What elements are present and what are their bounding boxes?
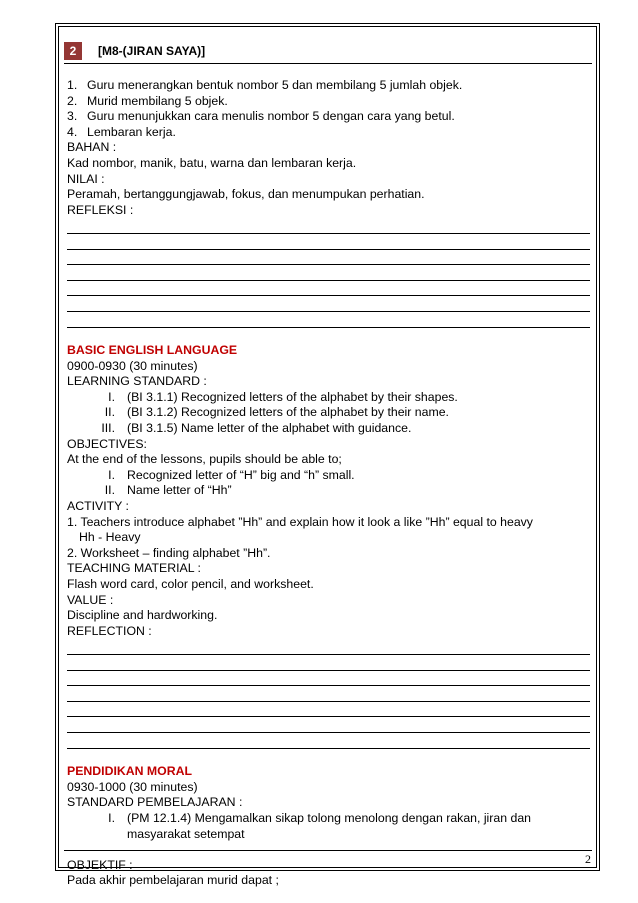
nilai-label: NILAI : <box>67 171 105 186</box>
document-body <box>67 78 591 889</box>
moral-time: 0930-1000 (30 minutes) <box>67 779 198 794</box>
standard-item: I. (BI 3.1.1) Recognized letters of the alphabet by their shapes. <box>108 389 458 404</box>
objective-item: I. Recognized letter of “H” big and “h” small. <box>108 467 355 482</box>
standard-item: III. (BI 3.1.5) Name letter of the alphabet with guidance. <box>101 421 412 436</box>
reflection-line <box>67 234 590 250</box>
value-text: Discipline and hardworking. <box>67 608 218 623</box>
reflection-label: REFLECTION : <box>67 623 152 638</box>
reflection-line <box>67 671 590 687</box>
nilai-text: Peramah, bertanggungjawab, fokus, dan menumpukan perhatian. <box>67 187 425 202</box>
step-item: 3. Guru menunjukkan cara menulis nombor 5 dengan cara yang betul. <box>67 109 455 124</box>
objectives-intro: At the end of the lessons, pupils should be able to; <box>67 452 342 467</box>
bahan-text: Kad nombor, manik, batu, warna dan lembaran kerja. <box>67 155 357 170</box>
teaching-material-text: Flash word card, color pencil, and worksheet. <box>67 577 314 591</box>
step-item: 2. Murid membilang 5 objek. <box>67 93 228 108</box>
reflection-line <box>67 250 590 266</box>
activity-item: 2. Worksheet – finding alphabet ”Hh”. <box>67 545 271 560</box>
objektif-intro: Pada akhir pembelajaran murid dapat ; <box>67 873 279 888</box>
activity-item-continued: Hh - Heavy <box>79 530 141 545</box>
reflection-line <box>67 639 590 655</box>
standard-item: II. (BI 3.1.2) Recognized letters of the alphabet by their name. <box>104 405 449 420</box>
reflection-line <box>67 312 590 328</box>
learning-standard-label: LEARNING STANDARD : <box>67 374 207 389</box>
reflection-line <box>67 218 590 234</box>
footer-divider <box>64 850 592 851</box>
reflection-line <box>67 686 590 702</box>
page-header <box>64 41 205 61</box>
standard-pembelajaran-label: STANDARD PEMBELAJARAN : <box>67 795 243 810</box>
standard-item-continued: masyarakat setempat <box>127 826 245 841</box>
activity-label: ACTIVITY : <box>67 499 129 514</box>
standard-item: I. (PM 12.1.4) Mengamalkan sikap tolong menolong dengan rakan, jiran dan <box>108 810 531 825</box>
step-item: 1. Guru menerangkan bentuk nombor 5 dan membilang 5 jumlah objek. <box>67 78 463 92</box>
reflection-line <box>67 717 590 733</box>
reflection-line <box>67 733 590 749</box>
header-title: [M8-(JIRAN SAYA)] <box>98 44 206 58</box>
refleksi-label: REFLEKSI : <box>67 202 134 217</box>
english-section-title: BASIC ENGLISH LANGUAGE <box>67 343 238 358</box>
page-badge: 2 <box>64 42 82 60</box>
objectives-label: OBJECTIVES: <box>67 436 147 451</box>
reflection-line <box>67 655 590 671</box>
step-item: 4. Lembaran kerja. <box>67 124 176 139</box>
objektif-label: OBJEKTIF : <box>67 857 133 872</box>
english-time: 0900-0930 (30 minutes) <box>67 358 198 373</box>
page-number: 2 <box>585 852 591 866</box>
teaching-material-label: TEACHING MATERIAL : <box>67 561 201 576</box>
header-divider <box>64 63 592 64</box>
reflection-line <box>67 281 590 297</box>
bahan-label: BAHAN : <box>67 140 117 155</box>
activity-item: 1. Teachers introduce alphabet ”Hh” and explain how it look a like ”Hh” equal to heavy <box>67 514 533 529</box>
reflection-line <box>67 265 590 281</box>
moral-section-title: PENDIDIKAN MORAL <box>67 764 193 779</box>
reflection-line <box>67 296 590 312</box>
reflection-line <box>67 702 590 718</box>
value-label: VALUE : <box>67 592 114 607</box>
objective-item: II. Name letter of “Hh” <box>104 483 232 498</box>
